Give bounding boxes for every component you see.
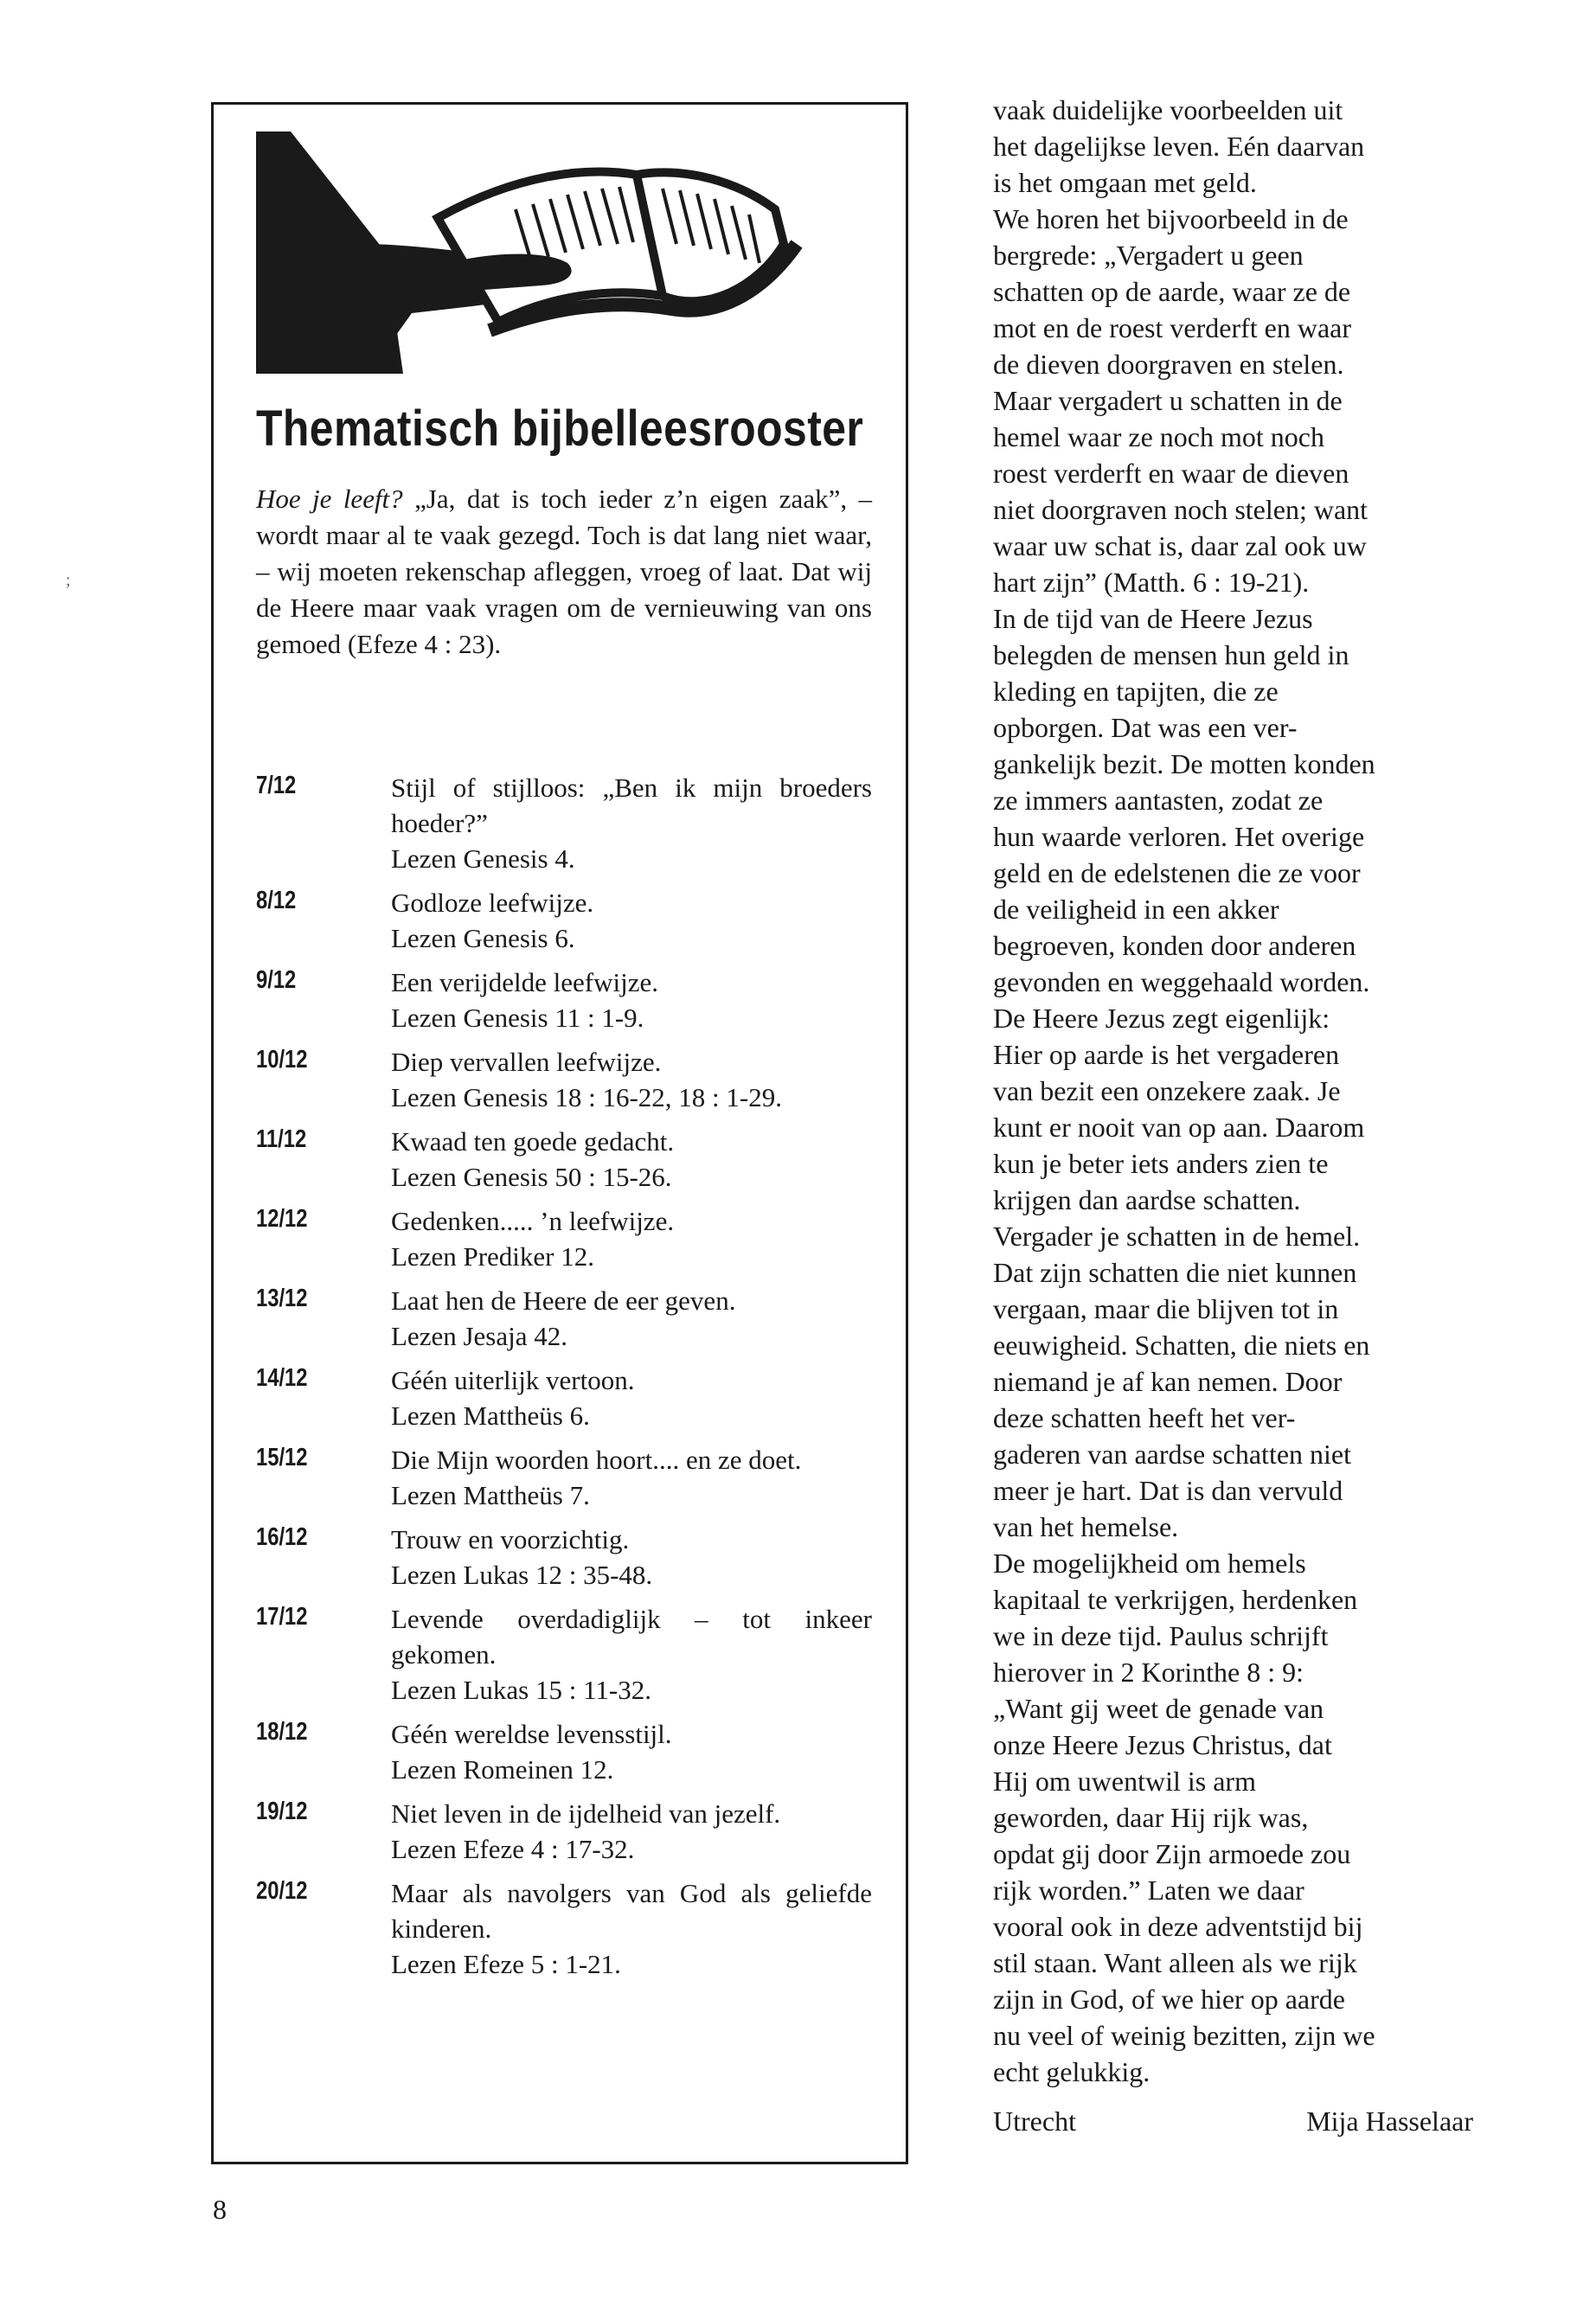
page-number: 8	[213, 2194, 227, 2225]
schedule-date: 16/12	[256, 1523, 308, 1551]
article-line: roest verderft en waar de dieven	[993, 458, 1349, 489]
schedule-date: 10/12	[256, 1046, 308, 1074]
schedule-date: 15/12	[256, 1444, 308, 1471]
schedule-theme: Maar als navolgers van God als geliefde kinderen.	[391, 1878, 872, 1944]
article-line: het dagelijkse leven. Eén daarvan	[993, 131, 1365, 162]
article-line: Dat zijn schatten die niet kunnen	[993, 1257, 1357, 1288]
schedule-reading: Lezen Genesis 4.	[391, 843, 575, 874]
schedule-theme: Niet leven in de ijdelheid van jezelf.	[391, 1798, 781, 1829]
schedule-row	[256, 1362, 872, 1433]
article-line: meer je hart. Dat is dan vervuld	[993, 1475, 1343, 1506]
article-line: bergrede: „Vergadert u geen	[993, 240, 1304, 271]
schedule-row	[256, 1044, 872, 1115]
schedule-reading: Lezen Mattheüs 6.	[391, 1400, 590, 1431]
article-line: Maar vergadert u schatten in de	[993, 385, 1343, 416]
schedule-row	[256, 1124, 872, 1195]
schedule-list	[256, 770, 872, 1990]
schedule-row	[256, 965, 872, 1035]
schedule-row	[256, 770, 872, 876]
schedule-theme: Gedenken..... ’n leefwijze.	[391, 1206, 675, 1236]
signature-author: Mija Hasselaar	[1306, 2106, 1473, 2137]
schedule-date: 18/12	[256, 1718, 308, 1746]
schedule-row	[256, 1522, 872, 1593]
schedule-date: 13/12	[256, 1285, 308, 1312]
intro-text: „Ja, dat is toch ieder z’n eigen zaak”, – wordt maar al te vaak gezegd. Toch is dat lang niet waar, – wij moeten rekenschap afleggen, vroeg of laat. Dat wij de Heere maar vaak vragen om de vernieuwing van ons gemoed (Efeze 4 : 23).	[256, 484, 872, 659]
article-line: In de tijd van de Heere Jezus	[993, 603, 1313, 634]
schedule-reading: Lezen Mattheüs 7.	[391, 1480, 590, 1510]
schedule-entry	[391, 1716, 872, 1787]
schedule-reading: Lezen Romeinen 12.	[391, 1754, 614, 1785]
article-line: geworden, daar Hij rijk was,	[993, 1802, 1309, 1833]
article-line: mot en de roest verderft en waar	[993, 312, 1352, 343]
schedule-entry	[391, 885, 872, 956]
article-line: zijn in God, of we hier op aarde	[993, 1984, 1345, 2015]
article-line: „Want gij weet de genade van	[993, 1693, 1324, 1724]
schedule-theme: Godloze leefwijze.	[391, 888, 594, 918]
schedule-reading: Lezen Genesis 6.	[391, 923, 575, 953]
schedule-entry	[391, 1875, 872, 1982]
schedule-row	[256, 1716, 872, 1787]
schedule-reading: Lezen Genesis 18 : 16-22, 18 : 1-29.	[391, 1082, 782, 1112]
schedule-reading: Lezen Genesis 11 : 1-9.	[391, 1003, 644, 1033]
article-line: nu veel of weinig bezitten, zijn we	[993, 2020, 1375, 2051]
article-line: niet doorgraven noch stelen; want	[993, 494, 1368, 525]
schedule-theme: Géén uiterlijk vertoon.	[391, 1365, 635, 1395]
schedule-row	[256, 1875, 872, 1982]
box-intro	[256, 481, 872, 663]
article-line: vaak duidelijke voorbeelden uit	[993, 94, 1343, 125]
box-title: Thematisch bijbelleesrooster	[256, 401, 864, 457]
margin-mark: ;	[66, 571, 71, 590]
article-line: van het hemelse.	[993, 1511, 1179, 1542]
schedule-entry	[391, 1442, 872, 1513]
article-line: begroeven, konden door anderen	[993, 930, 1356, 961]
schedule-row	[256, 885, 872, 956]
schedule-entry	[391, 965, 872, 1035]
schedule-date: 12/12	[256, 1205, 308, 1233]
article-line: gankelijk bezit. De motten konden	[993, 748, 1375, 779]
schedule-reading: Lezen Lukas 12 : 35-48.	[391, 1560, 653, 1590]
schedule-row	[256, 1796, 872, 1867]
article-line: eeuwigheid. Schatten, die niets en	[993, 1330, 1370, 1361]
article-line: is het omgaan met geld.	[993, 167, 1257, 198]
schedule-reading: Lezen Lukas 15 : 11-32.	[391, 1675, 652, 1705]
article-line: We horen het bijvoorbeeld in de	[993, 203, 1349, 234]
schedule-theme: Levende overdadiglijk – tot inkeer gekomen.	[391, 1604, 872, 1670]
schedule-entry	[391, 770, 872, 876]
schedule-date: 17/12	[256, 1603, 308, 1631]
schedule-date: 9/12	[256, 966, 297, 994]
article-line: hun waarde verloren. Het overige	[993, 821, 1365, 852]
article-line: krijgen dan aardse schatten.	[993, 1184, 1301, 1215]
article-line: van bezit een onzekere zaak. Je	[993, 1075, 1341, 1106]
schedule-date: 11/12	[256, 1125, 307, 1153]
schedule-theme: Een verijdelde leefwijze.	[391, 967, 658, 997]
schedule-entry	[391, 1601, 872, 1708]
schedule-row	[256, 1283, 872, 1354]
schedule-reading: Lezen Efeze 4 : 17-32.	[391, 1834, 635, 1864]
article-line: Hij om uwentwil is arm	[993, 1766, 1256, 1797]
open-bible-hand-illustration	[256, 114, 810, 374]
article-column	[993, 92, 1473, 2090]
article-line: we in deze tijd. Paulus schrijft	[993, 1620, 1329, 1651]
schedule-entry	[391, 1283, 872, 1354]
schedule-entry	[391, 1203, 872, 1274]
article-line: kunt er nooit van op aan. Daarom	[993, 1112, 1365, 1143]
schedule-reading: Lezen Genesis 50 : 15-26.	[391, 1162, 672, 1192]
article-line: opborgen. Dat was een ver-	[993, 712, 1298, 743]
schedule-entry	[391, 1362, 872, 1433]
schedule-theme: Laat hen de Heere de eer geven.	[391, 1285, 736, 1316]
article-line: vergaan, maar die blijven tot in	[993, 1293, 1339, 1324]
article-line: Hier op aarde is het vergaderen	[993, 1039, 1340, 1070]
signature-line	[993, 2106, 1473, 2138]
article-line: de dieven doorgraven en stelen.	[993, 349, 1344, 380]
schedule-row	[256, 1203, 872, 1274]
schedule-reading: Lezen Efeze 5 : 1-21.	[391, 1949, 621, 1979]
schedule-reading: Lezen Prediker 12.	[391, 1241, 594, 1272]
article-line: Vergader je schatten in de hemel.	[993, 1221, 1361, 1252]
schedule-entry	[391, 1044, 872, 1115]
article-line: onze Heere Jezus Christus, dat	[993, 1729, 1332, 1760]
schedule-reading: Lezen Jesaja 42.	[391, 1321, 567, 1351]
schedule-theme: Die Mijn woorden hoort.... en ze doet.	[391, 1445, 802, 1475]
article-line: ze immers aantasten, zodat ze	[993, 785, 1324, 816]
article-line: niemand je af kan nemen. Door	[993, 1366, 1343, 1397]
article-line: hart zijn” (Matth. 6 : 19-21).	[993, 567, 1310, 598]
schedule-date: 7/12	[256, 772, 297, 799]
article-line: kleding en tapijten, die ze	[993, 676, 1279, 707]
schedule-theme: Kwaad ten goede gedacht.	[391, 1126, 675, 1157]
article-line: geld en de edelstenen die ze voor	[993, 857, 1361, 888]
article-line: schatten op de aarde, waar ze de	[993, 276, 1351, 307]
article-line: vooral ook in deze adventstijd bij	[993, 1911, 1363, 1942]
article-line: deze schatten heeft het ver-	[993, 1402, 1296, 1433]
article-line: gevonden en weggehaald worden.	[993, 966, 1370, 997]
schedule-entry	[391, 1522, 872, 1593]
schedule-theme: Géén wereldse levensstijl.	[391, 1719, 672, 1749]
article-line: De Heere Jezus zegt eigenlijk:	[993, 1003, 1330, 1034]
schedule-theme: Diep vervallen leefwijze.	[391, 1047, 662, 1077]
schedule-entry	[391, 1124, 872, 1195]
article-line: rijk worden.” Laten we daar	[993, 1875, 1304, 1906]
article-line: kapitaal te verkrijgen, herdenken	[993, 1584, 1358, 1615]
schedule-date: 20/12	[256, 1877, 308, 1905]
article-line: de veiligheid in een akker	[993, 894, 1279, 925]
article-line: hemel waar ze noch mot noch	[993, 421, 1324, 452]
schedule-row	[256, 1601, 872, 1708]
article-line: belegden de mensen hun geld in	[993, 639, 1349, 670]
article-line: hierover in 2 Korinthe 8 : 9:	[993, 1657, 1304, 1688]
signature-place: Utrecht	[993, 2106, 1076, 2137]
schedule-date: 19/12	[256, 1798, 308, 1825]
article-line: De mogelijkheid om hemels	[993, 1548, 1306, 1579]
schedule-entry	[391, 1796, 872, 1867]
schedule-date: 8/12	[256, 887, 297, 914]
schedule-date: 14/12	[256, 1364, 308, 1392]
article-line: echt gelukkig.	[993, 2056, 1151, 2087]
article-line: opdat gij door Zijn armoede zou	[993, 1838, 1351, 1869]
article-line: kun je beter iets anders zien te	[993, 1148, 1329, 1179]
schedule-row	[256, 1442, 872, 1513]
schedule-theme: Trouw en voorzichtig.	[391, 1524, 630, 1554]
schedule-theme: Stijl of stijlloos: „Ben ik mijn broeders hoeder?”	[391, 772, 872, 838]
article-line: stil staan. Want alleen als we rijk	[993, 1947, 1357, 1978]
article-line: waar uw schat is, daar zal ook uw	[993, 530, 1367, 561]
intro-italic: Hoe je leeft?	[256, 484, 403, 514]
article-line: gaderen van aardse schatten niet	[993, 1439, 1352, 1470]
